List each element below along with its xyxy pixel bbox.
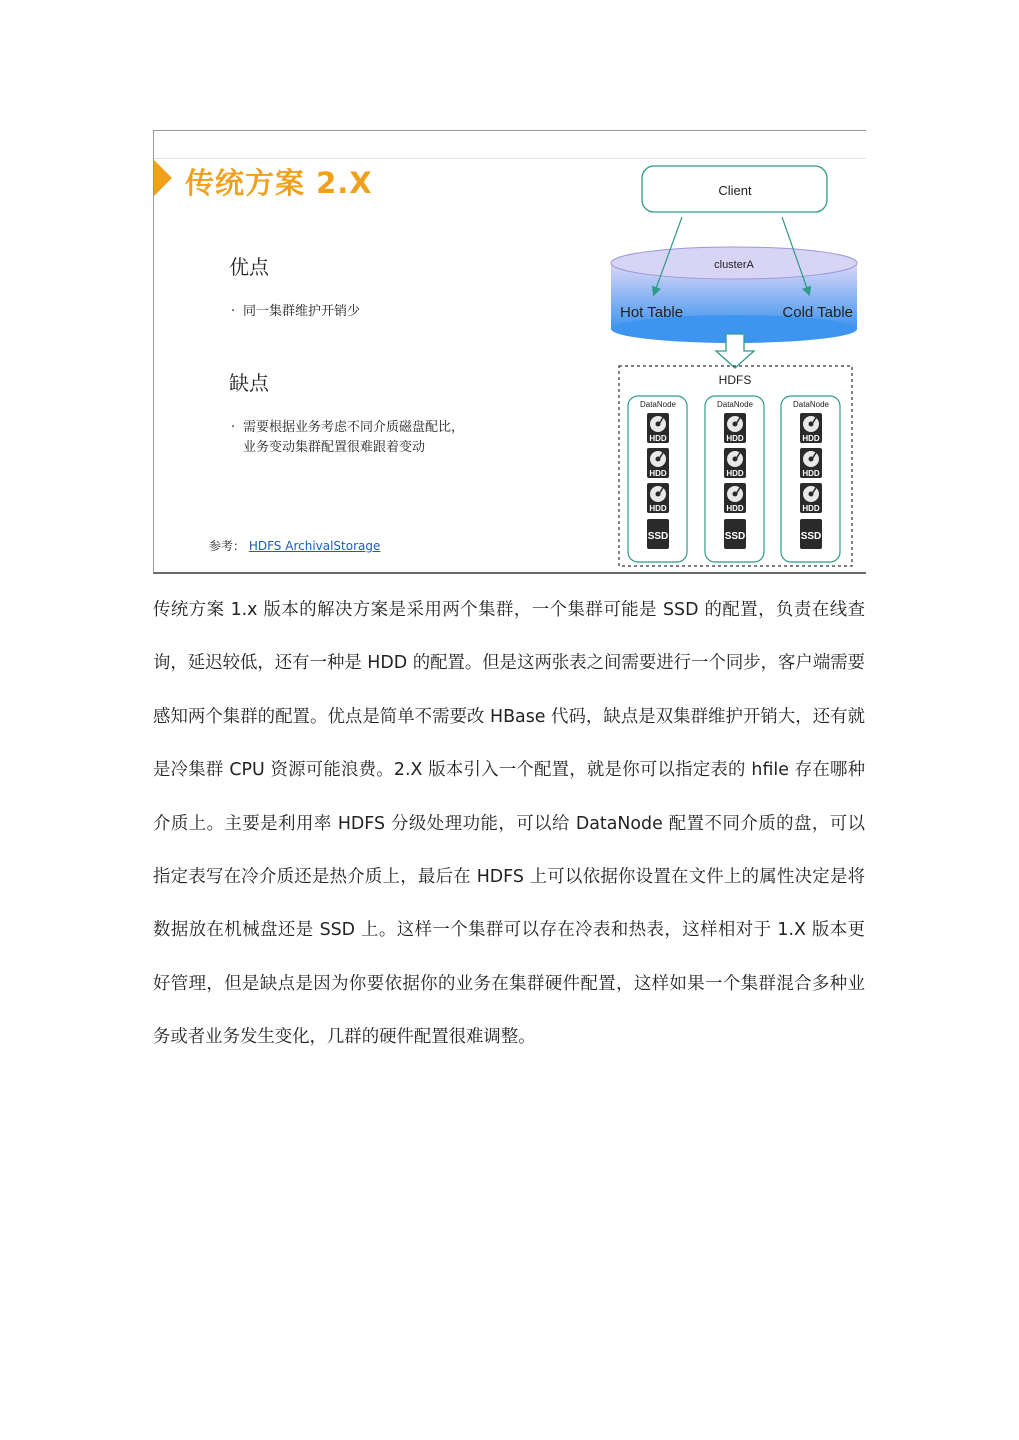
hdd-label: HDD	[802, 469, 820, 478]
ssd-disk-icon	[800, 519, 822, 549]
hdd-disk-icon	[647, 483, 669, 513]
ssd-disk-icon	[647, 519, 669, 549]
client-label: Client	[718, 183, 752, 198]
cons-heading: 缺点	[229, 371, 269, 395]
ssd-disk-icon	[724, 519, 746, 549]
hdfs-label: HDFS	[718, 373, 752, 387]
hdd-disk-icon	[724, 483, 746, 513]
reference-link[interactable]: HDFS ArchivalStorage	[248, 539, 381, 553]
hdd-label: HDD	[649, 469, 667, 478]
hdd-disk-icon	[647, 413, 669, 443]
hdd-disk-icon	[800, 413, 822, 443]
cons-line-2: 业务变动集群配置很难跟着变动	[243, 440, 426, 455]
cons-line-1: 需要根据业务考虑不同介质磁盘配比，	[243, 420, 465, 435]
ssd-label: SSD	[800, 531, 822, 542]
hdd-label: HDD	[802, 504, 820, 513]
ssd-label: SSD	[724, 531, 746, 542]
datanode-label: DataNode	[716, 400, 754, 409]
cold-table-label: Cold Table	[782, 304, 853, 321]
hdd-label: HDD	[649, 434, 667, 443]
hdd-label: HDD	[726, 469, 744, 478]
datanode-label: DataNode	[792, 400, 830, 409]
slide-image	[153, 130, 866, 574]
slide-title: 传统方案 2.X	[185, 166, 373, 200]
datanode-label: DataNode	[639, 400, 677, 409]
hdd-disk-icon	[724, 413, 746, 443]
architecture-diagram	[154, 131, 866, 572]
body-paragraph: 传统方案 1.x 版本的解决方案是采用两个集群，一个集群可能是 SSD 的配置，负责在线查询，延迟较低，还有一种是 HDD 的配置。但是这两张表之间需要进行一个同步，客户端需要感知两个集群的配置。优点是简单不需要改 HBase 代码，缺点是双集群维护开销大，还有就是冷集群 CPU 资源可能浪费。2.X 版本引入一个配置，就是你可以指定表的 hfile 存在哪种介质上。主要是利用率 HDFS 分级处理功能，可以给 DataNode 配置不同介质的盘，可以指定表写在冷介质还是热介质上，最后在 HDFS 上可以依据你设置在文件上的属性决定是将数据放在机械盘还是 SSD 上。这样一个集群可以存在冷表和热表，这样相对于 1.X 版本更好管理，但是缺点是因为你要依据你的业务在集群硬件配置，这样如果一个集群混合多种业务或者业务发生变化，几群的硬件配置很难调整。	[153, 600, 865, 1048]
hdd-disk-icon	[724, 448, 746, 478]
cluster-label: clusterA	[714, 259, 754, 271]
hdd-disk-icon	[800, 448, 822, 478]
pros-item-text: 同一集群维护开销少	[243, 304, 361, 319]
hdd-disk-icon	[647, 448, 669, 478]
pros-heading: 优点	[229, 255, 269, 279]
reference-label: 参考：	[209, 539, 246, 553]
hdd-disk-icon	[800, 483, 822, 513]
hdd-label: HDD	[649, 504, 667, 513]
hot-table-label: Hot Table	[620, 304, 684, 321]
pros-item: · 同一集群维护开销少	[231, 304, 361, 319]
ssd-label: SSD	[647, 531, 669, 542]
hdd-label: HDD	[802, 434, 820, 443]
hdd-label: HDD	[726, 504, 744, 513]
hdd-label: HDD	[726, 434, 744, 443]
cons-item: · 需要根据业务考虑不同介质磁盘配比， 业务变动集群配置很难跟着变动	[231, 420, 465, 455]
